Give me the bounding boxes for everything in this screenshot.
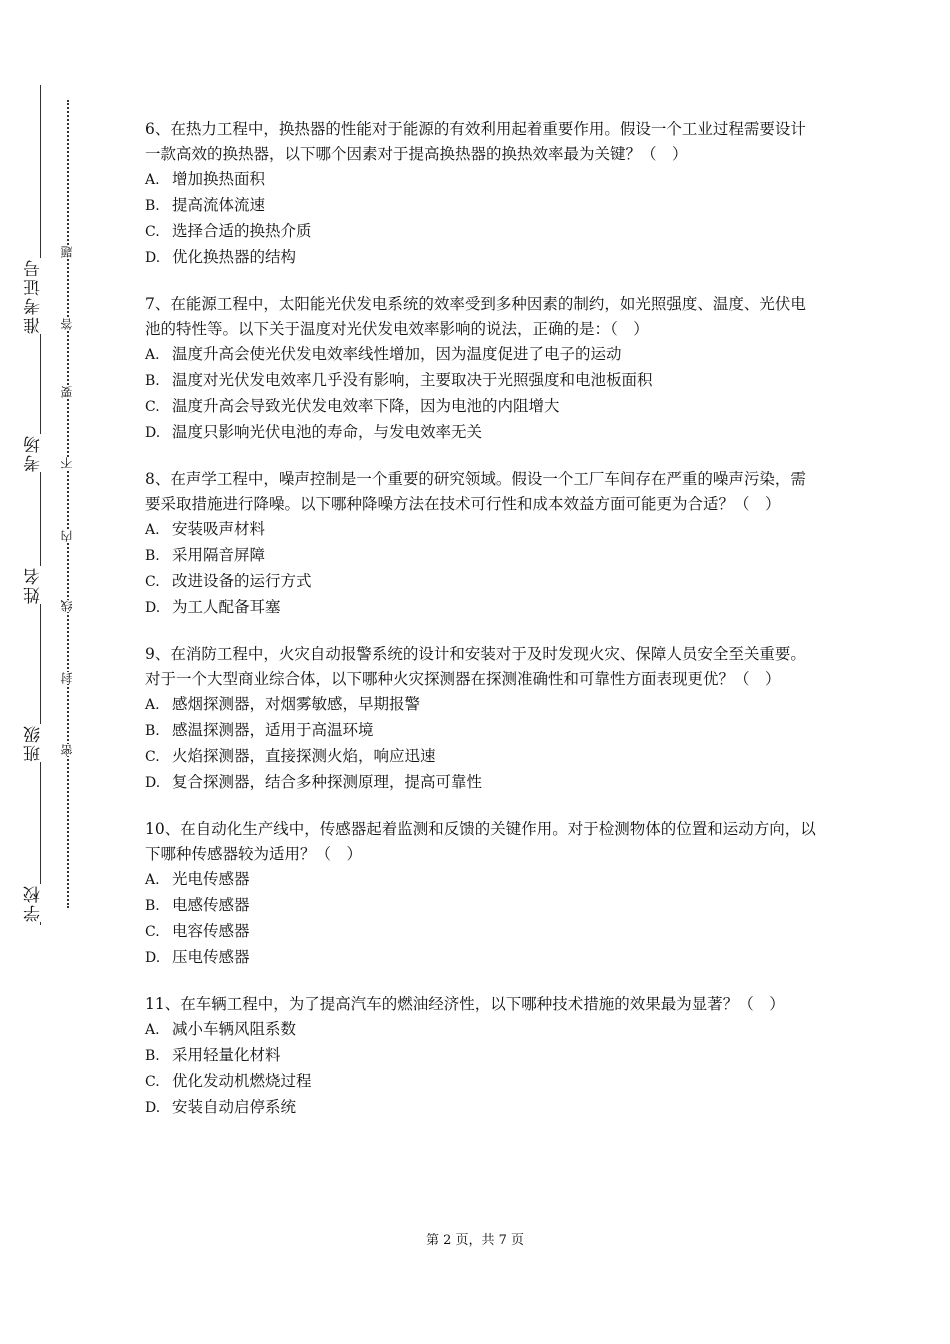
option-text: 优化换热器的结构 — [172, 248, 297, 266]
option-text: 温度对光伏发电效率几乎没有影响，主要取决于光照强度和电池板面积 — [172, 371, 653, 389]
option-text: 选择合适的换热介质 — [172, 222, 312, 240]
seal-char: 答 — [57, 318, 77, 330]
option-list — [145, 517, 817, 621]
option-letter: A. — [145, 347, 160, 363]
option-letter: B. — [145, 548, 160, 564]
option-c[interactable] — [145, 744, 817, 770]
option-letter: C. — [145, 574, 160, 590]
option-text: 提高流体流速 — [172, 196, 266, 214]
option-text: 安装自动启停系统 — [172, 1098, 297, 1116]
option-letter: D. — [145, 600, 161, 616]
option-text: 光电传感器 — [172, 870, 250, 888]
option-letter: D. — [145, 775, 161, 791]
option-text: 为工人配备耳塞 — [172, 598, 281, 616]
option-letter: B. — [145, 198, 160, 214]
seal-char: 封 — [57, 672, 77, 684]
question-6 — [145, 117, 817, 271]
binding-solid-line — [40, 85, 41, 925]
option-c[interactable] — [145, 569, 817, 595]
option-letter: D. — [145, 250, 161, 266]
option-d[interactable] — [145, 945, 817, 971]
option-list — [145, 342, 817, 446]
question-10 — [145, 817, 817, 971]
option-text: 复合探测器，结合多种探测原理，提高可靠性 — [172, 773, 483, 791]
seal-char: 内 — [57, 530, 77, 542]
option-letter: D. — [145, 1100, 161, 1116]
option-letter: D. — [145, 425, 161, 441]
option-text: 增加换热面积 — [172, 170, 266, 188]
option-letter: A. — [145, 1022, 160, 1038]
question-list — [145, 117, 817, 1142]
seal-char: 题 — [57, 246, 77, 258]
option-letter: C. — [145, 1074, 160, 1090]
field-name: 姓名 — [20, 566, 48, 604]
option-a[interactable] — [145, 867, 817, 893]
binding-margin — [0, 0, 100, 1344]
field-exam-id: 准考证号 — [20, 258, 48, 334]
option-text: 温度升高会使光伏发电效率线性增加，因为温度促进了电子的运动 — [172, 345, 622, 363]
question-9 — [145, 642, 817, 796]
option-b[interactable] — [145, 893, 817, 919]
option-list — [145, 1017, 817, 1121]
field-class: 班级 — [20, 724, 48, 762]
option-letter: B. — [145, 1048, 160, 1064]
option-d[interactable] — [145, 420, 817, 446]
option-c[interactable] — [145, 919, 817, 945]
option-a[interactable] — [145, 692, 817, 718]
option-letter: C. — [145, 224, 160, 240]
option-letter: C. — [145, 399, 160, 415]
field-exam-room: 考场 — [20, 434, 48, 472]
question-11 — [145, 992, 817, 1121]
option-text: 电容传感器 — [172, 922, 250, 940]
page-footer: 第 2 页，共 7 页 — [425, 1233, 525, 1248]
option-a[interactable] — [145, 342, 817, 368]
option-list — [145, 167, 817, 271]
option-d[interactable] — [145, 1095, 817, 1121]
option-letter: B. — [145, 723, 160, 739]
option-text: 感烟探测器，对烟雾敏感，早期报警 — [172, 695, 421, 713]
option-c[interactable] — [145, 1069, 817, 1095]
option-c[interactable] — [145, 394, 817, 420]
option-text: 压电传感器 — [172, 948, 250, 966]
option-text: 优化发动机燃烧过程 — [172, 1072, 312, 1090]
option-letter: C. — [145, 749, 160, 765]
field-school: 学校 — [20, 884, 48, 922]
option-a[interactable] — [145, 517, 817, 543]
seal-char: 密 — [57, 744, 77, 756]
option-b[interactable] — [145, 718, 817, 744]
question-text: 10、在自动化生产线中，传感器起着监测和反馈的关键作用。对于检测物体的位置和运动方向，以下哪种传感器较为适用？（ ） — [145, 820, 816, 863]
question-text: 7、在能源工程中，太阳能光伏发电系统的效率受到多种因素的制约，如光照强度、温度、光伏电池的特性等。以下关于温度对光伏发电效率影响的说法，正确的是：（ ） — [145, 295, 806, 338]
question-text: 9、在消防工程中，火灾自动报警系统的设计和安装对于及时发现火灾、保障人员安全至关重要。对于一个大型商业综合体，以下哪种火灾探测器在探测准确性和可靠性方面表现更优？（ ） — [145, 645, 806, 688]
option-list — [145, 867, 817, 971]
option-letter: A. — [145, 697, 160, 713]
option-letter: B. — [145, 898, 160, 914]
option-d[interactable] — [145, 595, 817, 621]
option-text: 安装吸声材料 — [172, 520, 266, 538]
option-letter: A. — [145, 522, 160, 538]
option-letter: A. — [145, 172, 160, 188]
seal-char: 要 — [57, 386, 77, 398]
option-text: 采用隔音屏障 — [172, 546, 266, 564]
option-text: 采用轻量化材料 — [172, 1046, 281, 1064]
option-letter: A. — [145, 872, 160, 888]
question-text: 11、在车辆工程中，为了提高汽车的燃油经济性，以下哪种技术措施的效果最为显著？（ ） — [145, 995, 785, 1013]
option-d[interactable] — [145, 770, 817, 796]
seal-char: 不 — [57, 457, 77, 469]
option-text: 感温探测器，适用于高温环境 — [172, 721, 374, 739]
question-7 — [145, 292, 817, 446]
option-letter: C. — [145, 924, 160, 940]
option-letter: B. — [145, 373, 160, 389]
question-text: 8、在声学工程中，噪声控制是一个重要的研究领域。假设一个工厂车间存在严重的噪声污染，需要采取措施进行降噪。以下哪种降噪方法在技术可行性和成本效益方面可能更为合适？（ ） — [145, 470, 806, 513]
option-text: 火焰探测器，直接探测火焰，响应迅速 — [172, 747, 436, 765]
option-text: 减小车辆风阻系数 — [172, 1020, 297, 1038]
seal-char: 线 — [57, 600, 77, 612]
question-text: 6、在热力工程中，换热器的性能对于能源的有效利用起着重要作用。假设一个工业过程需要设计一款高效的换热器，以下哪个因素对于提高换热器的换热效率最为关键？（ ） — [145, 120, 806, 163]
option-text: 电感传感器 — [172, 896, 250, 914]
option-b[interactable] — [145, 368, 817, 394]
option-b[interactable] — [145, 193, 817, 219]
option-text: 改进设备的运行方式 — [172, 572, 312, 590]
option-b[interactable] — [145, 1043, 817, 1069]
option-b[interactable] — [145, 543, 817, 569]
option-a[interactable] — [145, 1017, 817, 1043]
option-text: 温度升高会导致光伏发电效率下降，因为电池的内阻增大 — [172, 397, 560, 415]
option-text: 温度只影响光伏电池的寿命，与发电效率无关 — [172, 423, 483, 441]
option-a[interactable] — [145, 167, 817, 193]
seal-dotted-line — [67, 100, 69, 908]
option-list — [145, 692, 817, 796]
question-8 — [145, 467, 817, 621]
option-c[interactable] — [145, 219, 817, 245]
option-d[interactable] — [145, 245, 817, 271]
option-letter: D. — [145, 950, 161, 966]
